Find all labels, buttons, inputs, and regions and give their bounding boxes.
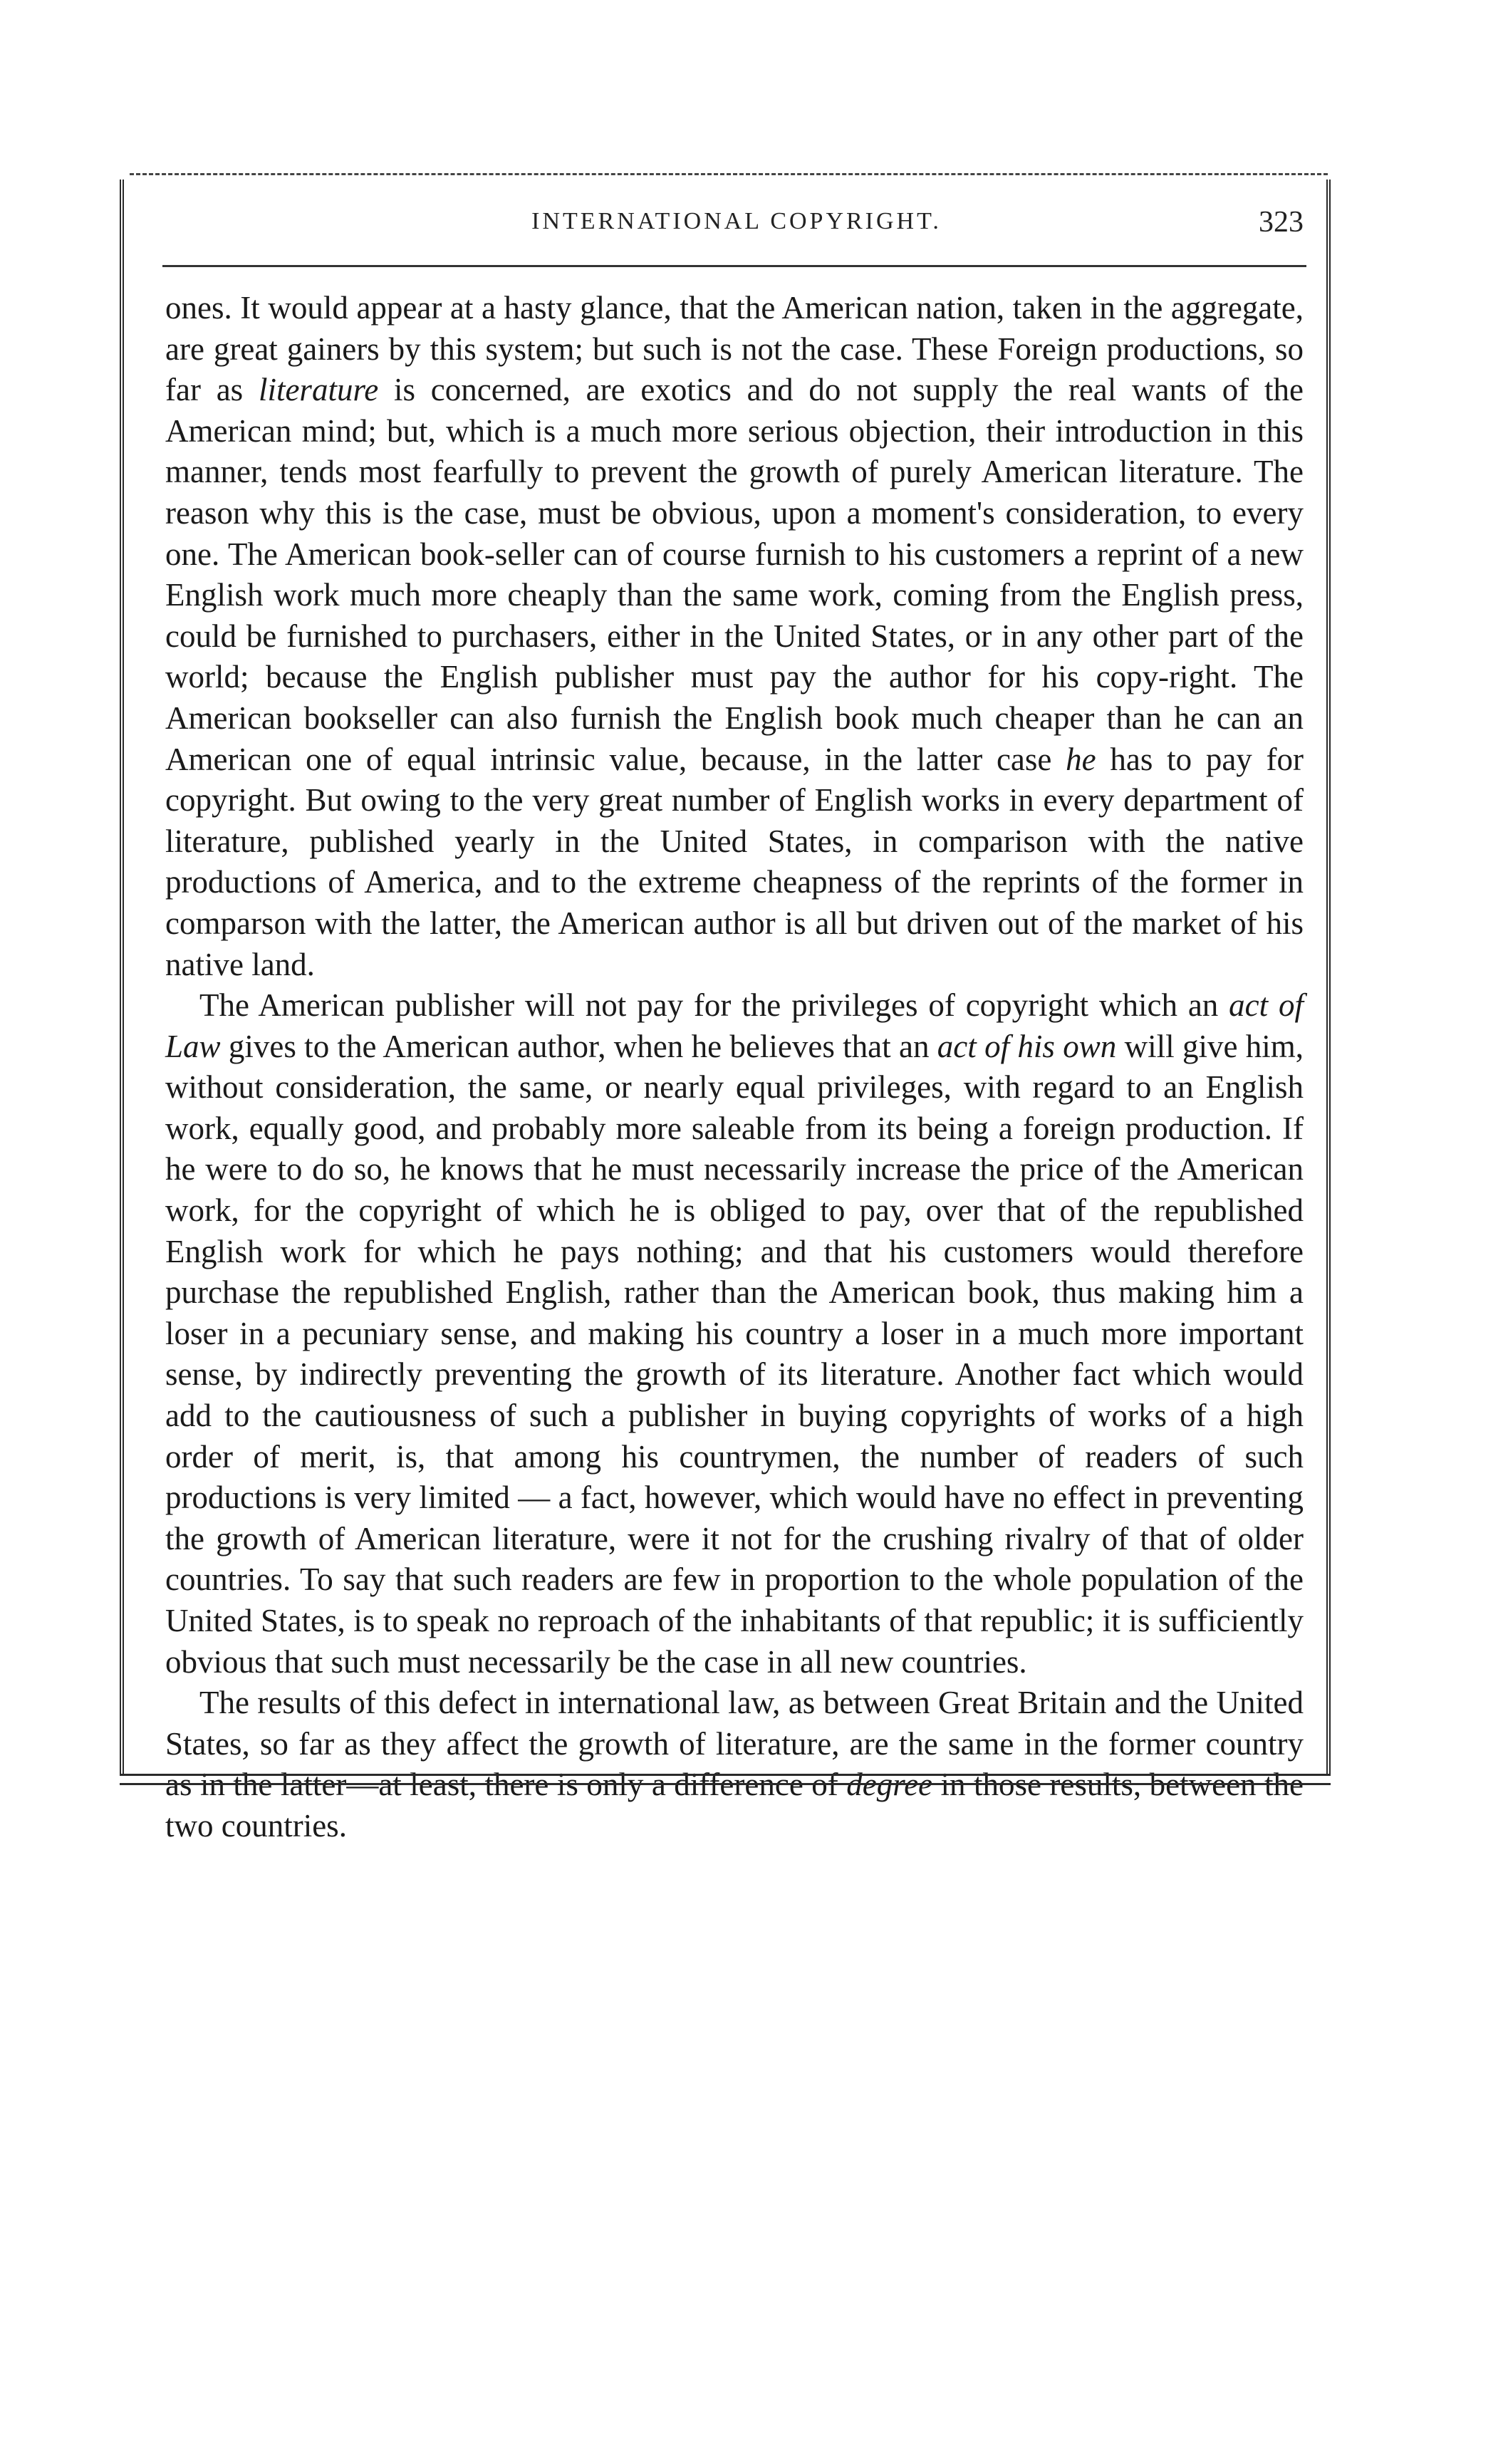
running-title: INTERNATIONAL COPYRIGHT. <box>531 208 942 234</box>
paragraph <box>165 288 1304 985</box>
text-run: ones. It would appear at a hasty glance, that the American nation, taken in the aggregate, are great gainers by this system; but such is not the case. These Foreign productions, so far as <box>165 290 1304 408</box>
text-run: is concerned, are exotics and do not supply the real wants of the American mind; but, which is a much more serious objection, their introduction in this manner, tends most fearfully to prevent the growth of purely American literature. The reason why this is the case, must be obvious, upon a moment's consideration, to every one. The American book-seller can of course furnish to his customers a reprint of a new English work much more cheaply than the same work, coming from the English press, could be furnished to purchasers, either in the United States, or in any other part of the world; because the English publisher must pay the author for his copy-right. The American bookseller can also furnish the English book much cheaper than he can an American one of equal intrinsic value, because, in the latter case <box>165 372 1304 777</box>
text-run: in those results, between the two countries. <box>165 1767 1304 1844</box>
header-rule <box>162 265 1306 267</box>
italic-run: degree <box>846 1767 933 1803</box>
body-text <box>165 288 1304 1847</box>
page-header <box>162 208 1311 251</box>
text-run: has to pay for copyright. But owing to the very great number of English works in every department of literature, published yearly in the United States, in comparison with the native productions of America, and to the extreme cheapness of the reprints of the former in comparson with the latter, the American author is all but driven out of the market of his native land. <box>165 741 1304 982</box>
text-run: The American publisher will not pay for the privileges of copyright which an <box>199 987 1229 1024</box>
italic-run: literature <box>258 372 379 408</box>
paragraph <box>165 985 1304 1683</box>
italic-run: he <box>1066 741 1096 777</box>
text-run: will give him, without consideration, the same, or nearly equal privileges, with regard to an English work, equally good, and probably more saleable from its being a foreign production. If he were to do so, he knows that he must necessarily increase the price of the American work, for the copyright of which he is obliged to pay, over that of the republished English work for which he pays nothing; and that his customers would therefore purchase the republished English, rather than the American book, thus making him a loser in a pecuniary sense, and making his country a loser in a much more important sense, by indirectly preventing the growth of its literature. Another fact which would add to the cautiousness of such a publisher in buying copyrights of works of a high order of merit, is, that among his countrymen, the number of readers of such productions is very limited — a fact, however, which would have no effect in preventing the growth of American literature, were it not for the crushing rivalry of that of older countries. To say that such readers are few in proportion to the whole population of the United States, is to speak no reproach of the inhabitants of that republic; it is sufficiently obvious that such must necessarily be the case in all new countries. <box>165 1028 1304 1680</box>
bottom-frame-rule <box>120 1774 1331 1785</box>
paragraph <box>165 1683 1304 1846</box>
italic-run: act of his own <box>937 1028 1117 1064</box>
italic-run: act of Law <box>165 987 1304 1064</box>
top-ornamental-rule <box>130 173 1328 175</box>
text-run: gives to the American author, when he believes that an <box>220 1028 937 1064</box>
page-number: 323 <box>1259 206 1304 239</box>
text-run: The results of this defect in international law, as between Great Britain and the United States, so far as they affect the growth of literature, are the same in the former country as in the latter—at least, there is only a difference of <box>165 1685 1304 1803</box>
